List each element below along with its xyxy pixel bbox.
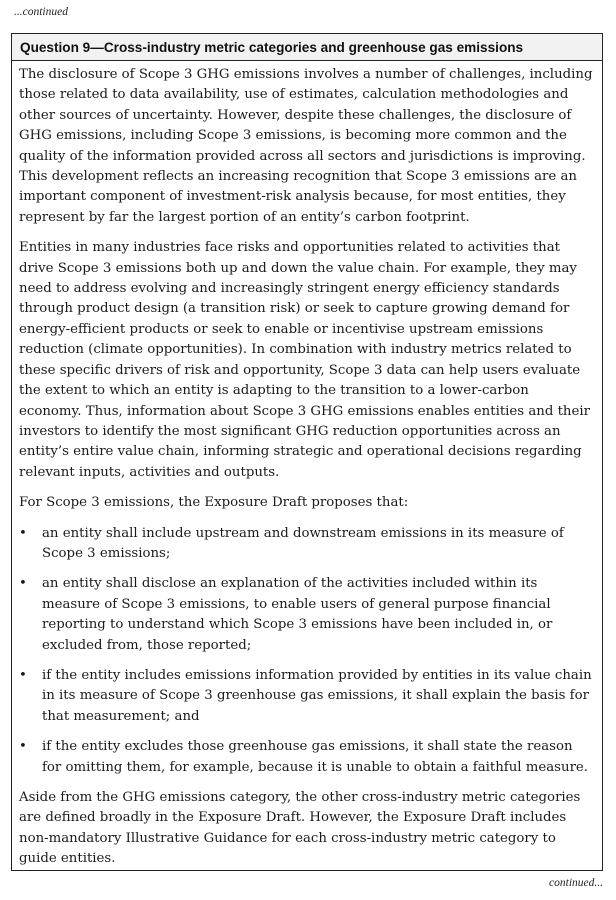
question-box xyxy=(11,33,603,871)
paragraph-scope3-challenges: The disclosure of Scope 3 GHG emissions involves a number of challenges, including those related to data availability, use of estimates, calculation methodologies and other sources of uncertainty. However, despite these challenges, the disclosure of GHG emissions, including Scope 3 emissions, is becoming more common and the quality of the information provided across all sectors and jurisdictions is improving. This development reflects an increasing recognition that Scope 3 emissions are an important component of investment-risk analysis because, for most entities, they represent by far the largest portion of an entity’s carbon footprint. xyxy=(19,67,593,225)
proposal-list xyxy=(19,524,594,778)
continued-marker-top: ...continued xyxy=(14,6,68,18)
list-item xyxy=(19,524,594,565)
paragraph-proposal-intro: For Scope 3 emissions, the Exposure Draft proposes that: xyxy=(19,495,409,511)
question-body xyxy=(12,61,602,870)
bullet-icon: • xyxy=(19,667,27,683)
list-item-text: an entity shall include upstream and downstream emissions in its measure of Scope 3 emissions; xyxy=(42,525,564,561)
list-item-text: if the entity includes emissions information provided by entities in its value chain in its measure of Scope 3 greenhouse gas emissions, it shall explain the basis for that measurement; and xyxy=(42,667,592,724)
question-title: Question 9—Cross-industry metric categories and greenhouse gas emissions xyxy=(12,34,602,61)
bullet-icon: • xyxy=(19,525,27,541)
bullet-icon: • xyxy=(19,739,27,755)
paragraph-value-chain-risks: Entities in many industries face risks and opportunities related to activities that drive Scope 3 emissions both up and down the value chain. For example, they may need to address evolving and increasingly stringent energy efficiency standards through product design (a transition risk) or seek to capture growing demand for energy-efficient products or seek to enable or incentivise upstream emissions reduction (climate opportunities). In combination with industry metrics related to these specific drivers of risk and opportunity, Scope 3 data can help users evaluate the extent to which an entity is adapting to the transition to a lower-carbon economy. Thus, information about Scope 3 GHG emissions enables entities and their investors to identify the most significant GHG reduction opportunities across an entity’s entire value chain, informing strategic and operational decisions regarding relevant inputs, activities and outputs. xyxy=(19,240,590,480)
list-item xyxy=(19,737,594,778)
list-item-text: if the entity excludes those greenhouse gas emissions, it shall state the reason for omitting them, for example, because it is unable to obtain a faithful measure. xyxy=(42,739,589,775)
bullet-icon: • xyxy=(19,576,27,592)
list-item xyxy=(19,574,594,656)
paragraph-other-categories: Aside from the GHG emissions category, the other cross-industry metric categories are defined broadly in the Exposure Draft. However, the Exposure Draft includes non-mandatory Illustrative Guidance for each cross-industry metric category to guide entities. xyxy=(19,790,581,867)
list-item-text: an entity shall disclose an explanation of the activities included within its measure of Scope 3 emissions, to enable users of general purpose financial reporting to understand which Scope 3 emissions have been included in, or excluded from, those reported; xyxy=(42,576,553,653)
list-item xyxy=(19,666,594,727)
continued-marker-bottom: continued... xyxy=(549,877,603,889)
